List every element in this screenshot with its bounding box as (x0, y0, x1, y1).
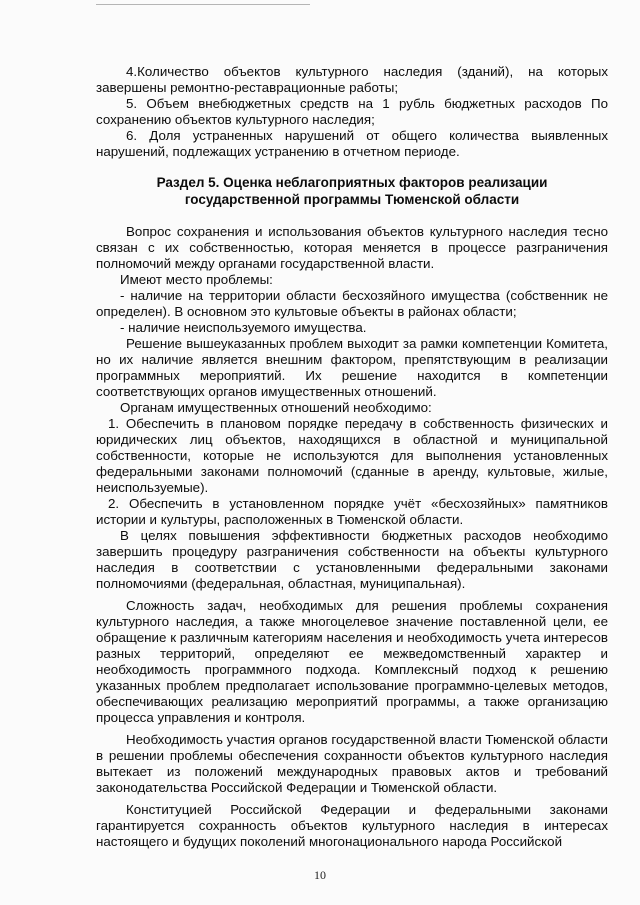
paragraph: Сложность задач, необходимых для решения проблемы сохранения культурного наследия, а также многоцелевое значение поставленной цели, ее обращение к различным категориям населения и необходимость учета интересов разных территорий, определяют ее межведомственный характер и необходимость программного подхода. Комплексный подход к решению указанных проблем предполагает использование программно-целевых методов, обеспечивающих реализацию мероприятий программы, а также организацию процесса управления и контроля. (96, 598, 608, 725)
section-heading-line-2: государственной программы Тюменской области (184, 192, 520, 207)
section-heading-line-1: Раздел 5. Оценка неблагоприятных факторов реализации (156, 175, 548, 190)
top-rule (96, 4, 310, 5)
paragraph: 1. Обеспечить в плановом порядке передачу в собственность физических и юридических лиц объектов, находящихся в областной и муниципальной собственности, которые не используются для выполнения установленных федеральными законами полномочий (сданные в аренду, культовые, жилые, неиспользуемые). (96, 416, 608, 495)
paragraph: В целях повышения эффективности бюджетных расходов необходимо завершить процедуру разграничения собственности на объекты культурного наследия в соответствии с установленными федеральными законами полномочиями (федеральная, областная, муниципальная). (96, 528, 608, 591)
page-number: 10 (314, 868, 326, 882)
paragraph: 2. Обеспечить в установленном порядке учёт «бесхозяйных» памятников истории и культуры, расположенных в Тюменской области. (96, 496, 608, 527)
paragraph: Решение вышеуказанных проблем выходит за рамки компетенции Комитета, но их наличие является внешним фактором, препятствующим в реализации программных мероприятий. Их решение находится в компетенции соответствующих органов имущественных отношений. (96, 336, 608, 399)
section-heading (96, 174, 608, 208)
paragraph: Органам имущественных отношений необходимо: (120, 400, 432, 415)
list-item-4: 4.Количество объектов культурного наследия (зданий), на которых завершены ремонтно-реставрационные работы; (96, 64, 608, 95)
list-item-6: 6. Доля устраненных нарушений от общего количества выявленных нарушений, подлежащих устранению в отчетном периоде. (96, 128, 608, 159)
list-item-5: 5. Объем внебюджетных средств на 1 рубль бюджетных расходов По сохранению объектов культурного наследия; (96, 96, 608, 127)
paragraph: - наличие на территории области бесхозяйного имущества (собственник не определен). В основном это культовые объекты в районах области; (96, 288, 608, 319)
paragraph: - наличие неиспользуемого имущества. (120, 320, 367, 335)
paragraph: Вопрос сохранения и использования объектов культурного наследия тесно связан с их собственностью, которая меняется в процессе разграничения полномочий между органами государственной власти. (96, 224, 608, 271)
paragraph: Имеют место проблемы: (120, 272, 273, 287)
paragraph: Конституцией Российской Федерации и федеральными законами гарантируется сохранность объектов культурного наследия в интересах настоящего и будущих поколений многонационального народа Российской (96, 802, 608, 849)
document-body (96, 64, 608, 850)
paragraph: Необходимость участия органов государственной власти Тюменской области в решении проблемы обеспечения сохранности объектов культурного наследия вытекает из положений международных правовых актов и требований законодательства Российской Федерации и Тюменской области. (96, 732, 608, 795)
